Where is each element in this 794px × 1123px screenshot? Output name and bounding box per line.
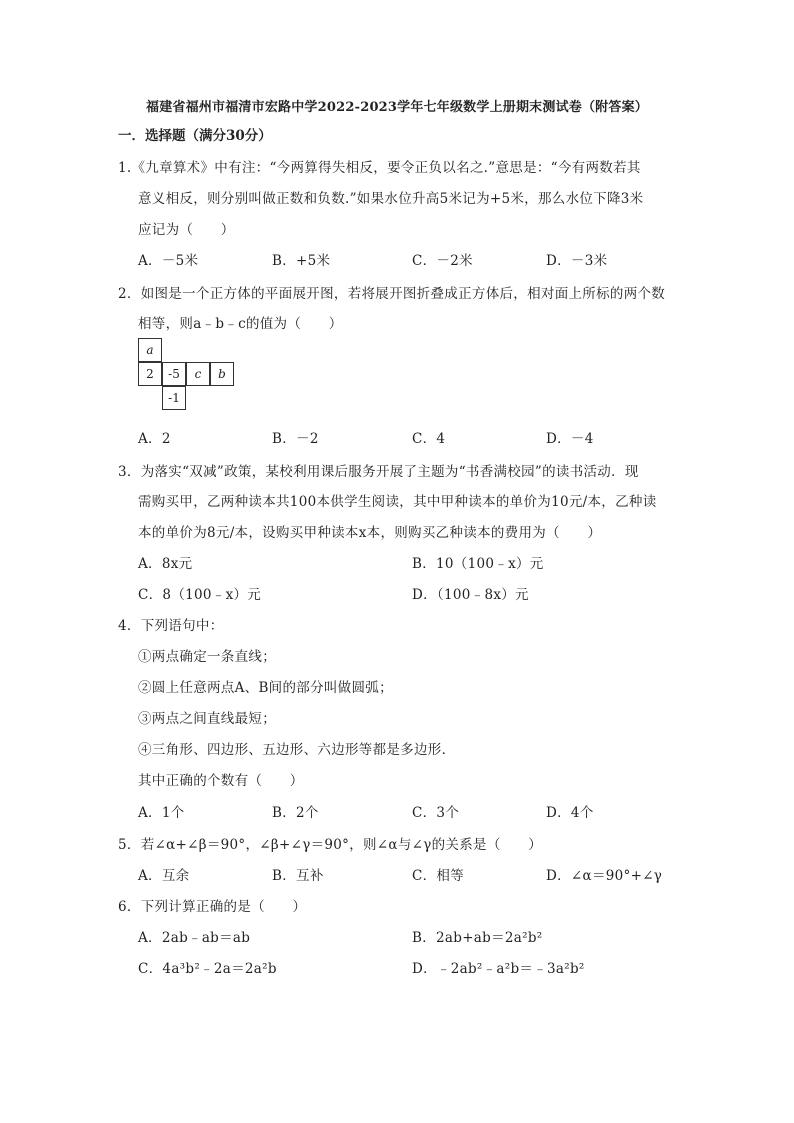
q4-option-c: C．3个	[412, 805, 460, 821]
q6-option-b: B．2ab+ab＝2a²b²	[412, 930, 543, 946]
net-cell-neg5: -5	[162, 362, 186, 386]
net-cell-b: b	[210, 362, 234, 386]
q1-option-a: A．－5米	[138, 253, 199, 269]
section-heading: 一．选择题（满分30分）	[118, 128, 272, 144]
q3-line-3: 本的单价为8元/本，设购买甲种读本x本，则购买乙种读本的费用为（ ）	[138, 525, 602, 541]
q1-option-b: B．+5米	[272, 253, 331, 269]
q1-line-2: 意义相反，则分别叫做正数和负数.”如果水位升高5米记为+5米，那么水位下降3米	[138, 191, 644, 207]
q5-line-1: 5．若∠α+∠β＝90°，∠β+∠γ＝90°，则∠α与∠γ的关系是（ ）	[118, 837, 543, 853]
q5-option-c: C．相等	[412, 868, 465, 884]
q1-option-c: C．－2米	[412, 253, 473, 269]
q1-line-3: 应记为（ ）	[138, 222, 235, 238]
q5-option-a: A．互余	[138, 868, 190, 884]
q3-line-2: 需购买甲，乙两种读本共100本供学生阅读，其中甲种读本的单价为10元/本，乙种读	[138, 494, 657, 510]
q2-line-1: 2．如图是一个正方体的平面展开图，若将展开图折叠成正方体后，相对面上所标的两个数	[118, 286, 666, 302]
q4-ask: 其中正确的个数有（ ）	[138, 773, 304, 789]
q4-item-2: ②圆上任意两点A、B间的部分叫做圆弧；	[138, 680, 393, 696]
page-title: 福建省福州市福清市宏路中学2022-2023学年七年级数学上册期末测试卷（附答案）	[146, 100, 648, 115]
q3-line-1: 3．为落实“双减”政策，某校利用课后服务开展了主题为“书香满校园”的读书活动．现	[118, 464, 639, 480]
q2-option-a: A．2	[138, 431, 171, 447]
q4-option-d: D．4个	[546, 805, 594, 821]
q4-item-3: ③两点之间直线最短；	[138, 711, 276, 727]
q2-option-c: C．4	[412, 431, 446, 447]
q1-line-1: 1.《九章算术》中有注：“今两算得失相反，要令正负以名之.”意思是：“今有两数若其	[118, 160, 641, 176]
q3-option-a: A．8x元	[138, 556, 193, 572]
q6-option-c: C．4a³b²﹣2a＝2a²b	[138, 961, 277, 977]
q6-option-d: D．﹣2ab²﹣a²b＝﹣3a²b²	[412, 961, 585, 977]
q1-option-d: D．－3米	[546, 253, 608, 269]
q4-item-1: ①两点确定一条直线；	[138, 649, 276, 665]
q3-option-c: C．8（100﹣x）元	[138, 587, 262, 603]
q4-item-4: ④三角形、四边形、五边形、六边形等都是多边形．	[138, 742, 456, 758]
q6-line-1: 6．下列计算正确的是（ ）	[118, 899, 307, 915]
q2-option-b: B．－2	[272, 431, 319, 447]
net-cell-2: 2	[138, 362, 162, 386]
q3-option-b: B．10（100﹣x）元	[412, 556, 544, 572]
net-cell-a: a	[138, 338, 162, 362]
q5-option-d: D．∠α＝90°+∠γ	[546, 868, 663, 884]
q2-option-d: D．－4	[546, 431, 594, 447]
q3-option-d: D．（100﹣8x）元	[412, 587, 529, 603]
q4-option-b: B．2个	[272, 805, 319, 821]
q2-line-2: 相等，则a﹣b﹣c的值为（ ）	[138, 316, 343, 332]
q5-option-b: B．互补	[272, 868, 324, 884]
cube-net-figure	[138, 338, 238, 413]
q4-line-1: 4．下列语句中：	[118, 618, 224, 634]
q6-option-a: A．2ab﹣ab＝ab	[138, 930, 251, 946]
q4-option-a: A．1个	[138, 805, 185, 821]
net-cell-neg1: -1	[162, 386, 186, 410]
net-cell-c: c	[186, 362, 210, 386]
